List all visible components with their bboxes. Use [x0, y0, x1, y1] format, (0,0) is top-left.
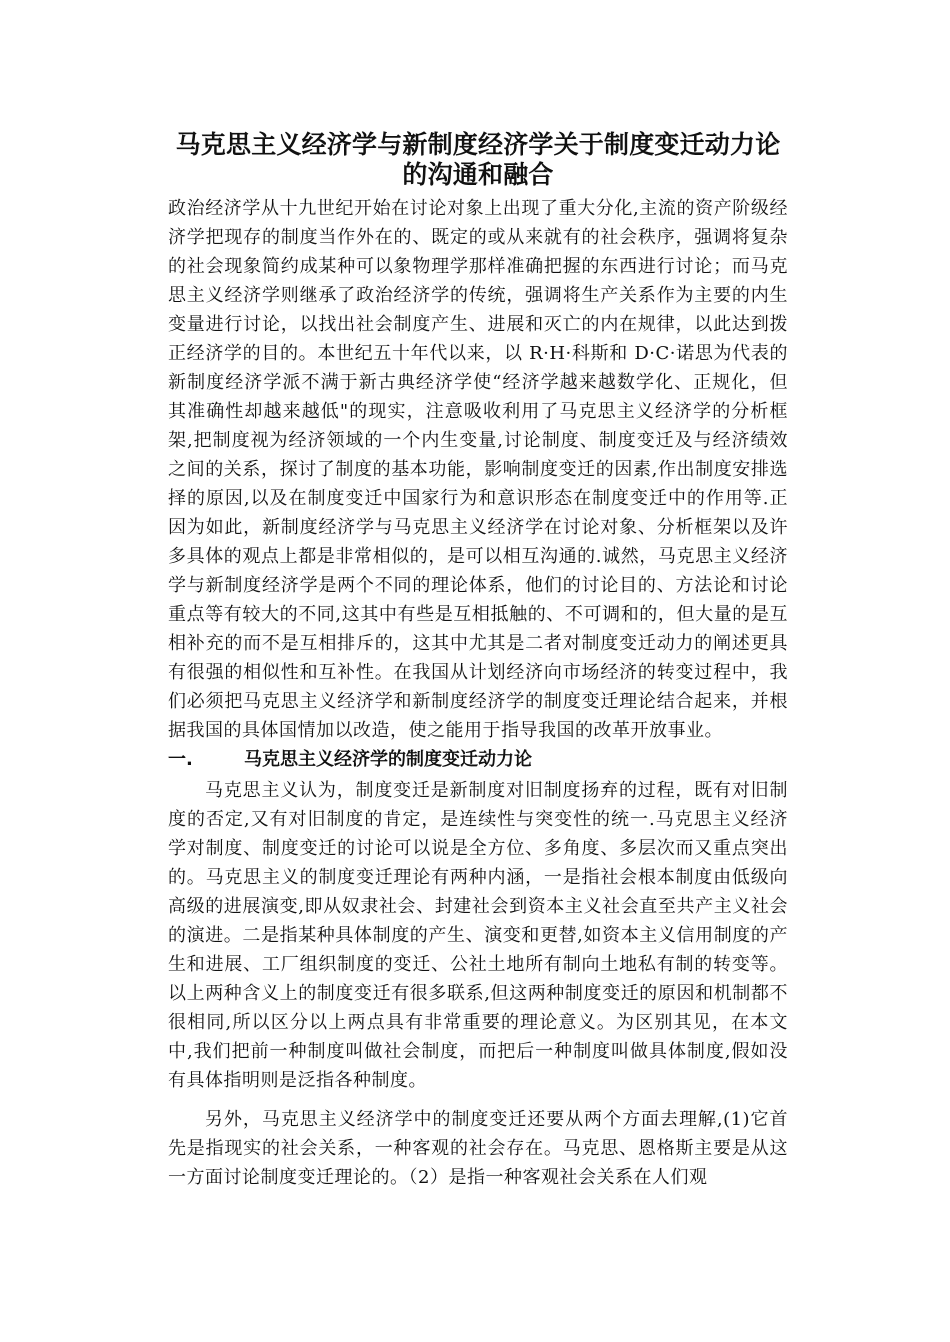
body-paragraph-1: 马克思主义认为，制度变迁是新制度对旧制度扬弃的过程，既有对旧制度的否定,又有对旧制度的肯定，是连续性与突变性的统一.马克思主义经济学对制度、制度变迁的讨论可以说是全方位、多角度、多层次而又重点突出的。马克思主义的制度变迁理论有两种内涵，一是指社会根本制度由低级向高级的进展演变,即从奴隶社会、封建社会到资本主义社会直至共产主义社会的演进。二是指某种具体制度的产生、演变和更替,如资本主义信用制度的产生和进展、工厂组织制度的变迁、公社土地所有制向土地私有制的转变等。以上两种含义上的制度变迁有很多联系,但这两种制度变迁的原因和机制都不很相同,所以区分以上两点具有非常重要的理论意义。为区别其见，在本文中,我们把前一种制度叫做社会制度，而把后一种制度叫做具体制度,假如没有具体指明则是泛指各种制度。: [168, 780, 788, 1091]
section-heading-text: 马克思主义经济学的制度变迁动力论: [244, 749, 532, 770]
section-number: 一.: [168, 749, 193, 770]
body-paragraph-2: 另外，马克思主义经济学中的制度变迁还要从两个方面去理解,(1)它首先是指现实的社会关系，一种客观的社会存在。马克思、恩格斯主要是从这一方面讨论制度变迁理论的。（2）是指一种客观社会关系在人们观: [168, 1109, 788, 1188]
document-body: [168, 130, 788, 1192]
title-line-1: 马克思主义经济学与新制度经济学关于制度变迁动力论: [175, 130, 781, 159]
title-line-2: 的沟通和融合: [402, 160, 554, 189]
document-title: [168, 130, 788, 190]
intro-paragraph: 政治经济学从十九世纪开始在讨论对象上出现了重大分化,主流的资产阶级经济学把现存的制度当作外在的、既定的或从来就有的社会秩序，强调将复杂的社会现象简约成某种可以象物理学那样准确把握的东西进行讨论；而马克思主义经济学则继承了政治经济学的传统，强调将生产关系作为主要的内生变量进行讨论，以找出社会制度产生、进展和灭亡的内在规律，以此达到拨正经济学的目的。本世纪五十年代以来，以 R·H·科斯和 D·C·诺思为代表的新制度经济学派不满于新古典经济学使“经济学越来越数学化、正规化，但其准确性却越来越低"的现实，注意吸收利用了马克思主义经济学的分析框架,把制度视为经济领域的一个内生变量,讨论制度、制度变迁及与经济绩效之间的关系，探讨了制度的基本功能，影响制度变迁的因素,作出制度安排选择的原因,以及在制度变迁中国家行为和意识形态在制度变迁中的作用等.正因为如此，新制度经济学与马克思主义经济学在讨论对象、分析框架以及许多具体的观点上都是非常相似的，是可以相互沟通的.诚然，马克思主义经济学与新制度经济学是两个不同的理论体系，他们的讨论目的、方法论和讨论重点等有较大的不同,这其中有些是互相抵触的、不可调和的，但大量的是互相补充的而不是互相排斥的，这其中尤其是二者对制度变迁动力的阐述更具有很强的相似性和互补性。在我国从计划经济向市场经济的转变过程中，我们必须把马克思主义经济学和新制度经济学的制度变迁理论结合起来，并根据我国的具体国情加以改造，使之能用于指导我国的改革开放事业。: [168, 198, 788, 741]
section-heading: [168, 745, 788, 774]
